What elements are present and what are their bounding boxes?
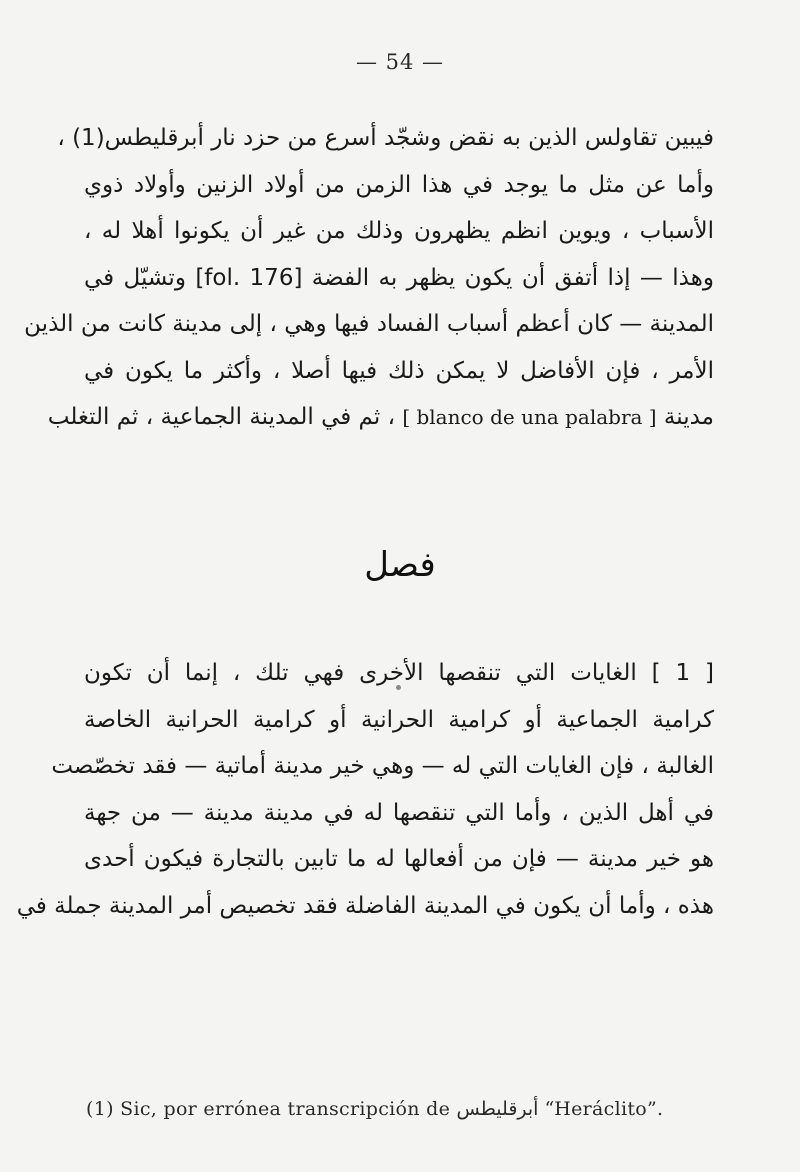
footnote-text-end: “Heráclito”. xyxy=(544,1098,664,1120)
footnote-text-start: Sic, por errónea transcripción de xyxy=(120,1098,451,1120)
paragraph-1-line: وهذا — إذا أتفق أن يكون يظهر به الفضة [fol. 176] وتشيّل في xyxy=(84,264,714,291)
paragraph-2 xyxy=(16,650,714,929)
paragraph-2-line: الغالبة ، فإن الغايات التي له — وهي خير مدينة أماتية — فقد تخصّصت xyxy=(51,753,714,779)
paragraph-1-line: الأمر ، فإن الأفاضل لا يمكن ذلك فيها أصلا ، وأكثر ما يكون في xyxy=(84,357,714,384)
paragraph-1-last-line-start: مدينة xyxy=(663,404,714,430)
paragraph-1-line: فيبين تقاولس الذين به نقض وشجّد أسرع من حزد نار أبرقليطس(1) ، xyxy=(57,125,714,151)
page-number: — 54 — xyxy=(355,50,445,74)
paragraph-2-line: هذه ، وأما أن يكون في المدينة الفاضلة فقد تخصيص أمر المدينة جملة في xyxy=(16,892,714,919)
paragraph-2-line: [ 1 ] الغايات التي تنقصها الأخرى فهي تلك ، إنما أن تكون xyxy=(84,660,714,686)
paragraph-2-line: في أهل الذين ، وأما التي تنقصها له في مدينة مدينة — من جهة xyxy=(84,799,714,826)
paragraph-2-line: كرامية الجماعية أو كرامية الحرانية أو كرامية الحرانية الخاصة xyxy=(84,706,714,733)
footnote-arabic-term: أبرقليطس xyxy=(456,1098,539,1120)
footnote xyxy=(86,1098,726,1120)
footnote-marker: (1) xyxy=(86,1098,114,1120)
paragraph-1-line: الأسباب ، ويوين انظم يظهرون وذلك من غير أن يكونوا أهلا له ، xyxy=(84,218,714,244)
paragraph-1-line: وأما عن مثل ما يوجد في هذا الزمن من أولاد الزنين وأولاد ذوي xyxy=(84,171,714,198)
manuscript-blank-note: [ blanco de una palabra ] xyxy=(402,405,657,429)
paragraph-1-last-line xyxy=(47,394,714,441)
paragraph-2-line: هو خير مدينة — فإن من أفعالها له ما تابين بالتجارة فيكون أحدى xyxy=(84,846,714,872)
paragraph-1 xyxy=(24,115,714,441)
paragraph-1-line: المدينة — كان أعظم أسباب الفساد فيها وهي ، إلى مدينة كانت من الذين xyxy=(24,311,714,337)
section-heading: فصل xyxy=(364,545,436,585)
paragraph-1-last-line-end: ، ثم في المدينة الجماعية ، ثم التغلب xyxy=(47,404,395,430)
